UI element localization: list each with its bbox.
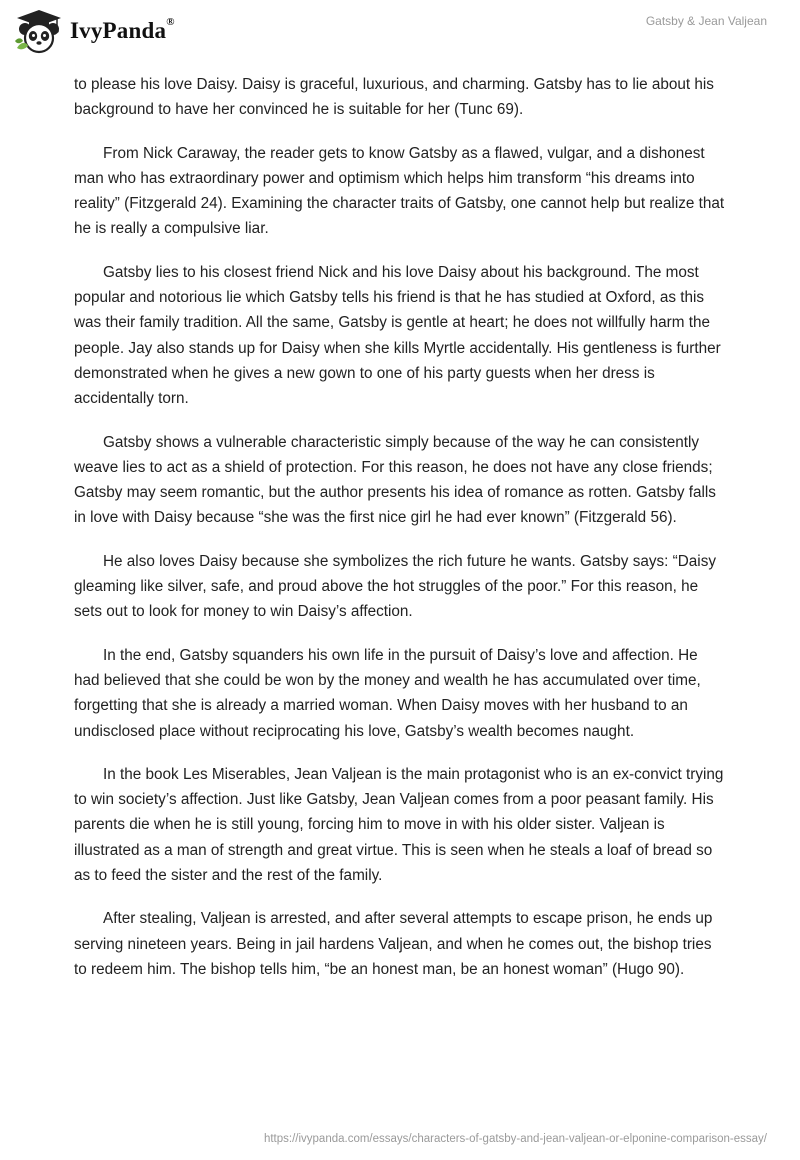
panda-graduation-cap-icon	[14, 8, 64, 54]
ivypanda-logo[interactable]	[14, 8, 175, 54]
essay-body	[74, 72, 726, 1000]
paragraph-4: Gatsby shows a vulnerable characteristic simply because of the way he can consistently weave lies to act as a shield of protection. For this reason, he does not have any close friends; Gatsby may seem romantic, but the author presents his idea of romance as rotten. Gatsby falls in love with Daisy because “she was the first nice girl he had ever known” (Fitzgerald 56).	[74, 433, 716, 527]
paragraph-5: He also loves Daisy because she symbolizes the rich future he wants. Gatsby says: “Daisy gleaming like silver, safe, and proud above the hot struggles of the poor.” For this reason, he sets out to look for money to win Daisy’s affection.	[74, 552, 716, 621]
source-url-link[interactable]: https://ivypanda.com/essays/characters-of-gatsby-and-jean-valjean-or-elponine-comparison-essay/	[263, 1133, 767, 1145]
paragraph-7: In the book Les Miserables, Jean Valjean is the main protagonist who is an ex-convict trying to win society’s affection. Just like Gatsby, Jean Valjean comes from a poor peasant family. His parents die when he is still young, forcing him to move in with his older sister. Valjean is illustrated as a man of strength and great virtue. This is seen when he steals a loaf of bread so as to feed the sister and the rest of the family.	[74, 765, 724, 885]
paragraph-2: From Nick Caraway, the reader gets to know Gatsby as a flawed, vulgar, and a dishonest man who has extraordinary power and optimism which helps him transform “his dreams into reality” (Fitzgerald 24). Examining the character traits of Gatsby, one cannot help but realize that he is really a compulsive liar.	[74, 144, 725, 238]
paragraph-6: In the end, Gatsby squanders his own life in the pursuit of Daisy’s love and affection. He had believed that she could be won by the money and wealth he has accumulated over time, forgetting that she is already a married woman. When Daisy moves with her husband to an undisclosed place without reciprocating his love, Gatsby’s wealth becomes naught.	[74, 646, 701, 740]
paragraph-8: After stealing, Valjean is arrested, and after several attempts to escape prison, he ends up serving nineteen years. Being in jail hardens Valjean, and when he comes out, the bishop tries to redeem him. The bishop tells him, “be an honest man, be an honest woman” (Hugo 90).	[74, 910, 713, 978]
paragraph-1: to please his love Daisy. Daisy is graceful, luxurious, and charming. Gatsby has to lie about his background to have her convinced he is suitable for her (Tunc 69).	[74, 76, 714, 119]
brand-name: IvyPanda®	[70, 16, 175, 43]
paragraph-3: Gatsby lies to his closest friend Nick and his love Daisy about his background. The most popular and notorious lie which Gatsby tells his friend is that he has studied at Oxford, as this was their family tradition. All the same, Gatsby is gentle at heart; he does not willfully harm the people. Jay also stands up for Daisy when she kills Myrtle accidentally. His gentleness is further demonstrated when he gives a new gown to one of his party guests when her dress is accidentally torn.	[74, 263, 721, 408]
page-header	[0, 0, 800, 70]
document-title: Gatsby & Jean Valjean	[645, 14, 767, 28]
